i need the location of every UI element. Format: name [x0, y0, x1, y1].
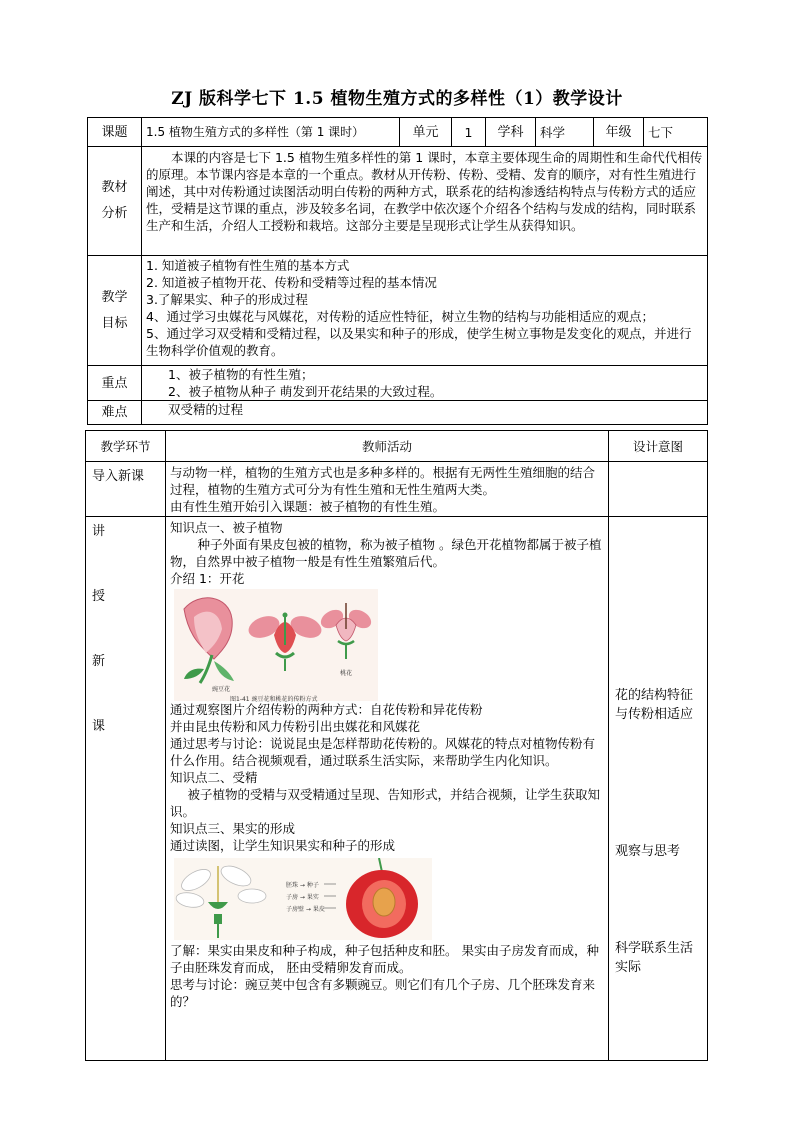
unit-label: 单元 — [400, 118, 452, 147]
document-title: ZJ 版科学七下 1.5 植物生殖方式的多样性（1）教学设计 — [171, 89, 623, 109]
kp2-title: 知识点二、受精 — [170, 770, 258, 785]
header-stage: 教学环节 — [86, 431, 166, 462]
fig1-label-right: 桃花 — [340, 670, 353, 677]
analysis-text: 本课的内容是七下 1.5 植物生殖多样性的第 1 课时，本章主要体现生命的周期性和生命代代相传的原理。本节课内容是本章的一个重点。教材从开传粉、传粉、受精、发育的顺序，对有性生殖进行阐述，其中对传粉通过读图活动明白传粉的两种方式，联系花的结构渗透结构特点与传粉方式的适应性，受精是这节课的重点，涉及较多名词，在教学中依次逐个介绍各个结构与发成的结构，同时联系生产和生活，介绍人工授粉和栽培。这部分主要是呈现形式让学生从获得知识。 — [142, 147, 708, 256]
para-discussion: 通过思考与讨论：说说昆虫是怎样帮助花传粉的。风媒花的特点对植物传粉有什么作用。结合视频观看，通过联系生活实际，来帮助学生内化知识。 — [170, 736, 596, 768]
stage-char: 课 — [92, 719, 106, 734]
header-design: 设计意图 — [609, 431, 708, 462]
intro1-label: 介绍 1：开花 — [170, 571, 245, 586]
design-note: 花的结构特征与传粉相适应 — [615, 688, 694, 722]
kp1-text: 种子外面有果皮包被的植物，称为被子植物 。绿色开花植物都属于被子植物，自然界中被子植物一般是有性生殖繁殖后代。 — [170, 537, 602, 569]
subject-value: 科学 — [536, 118, 594, 147]
fruit-label: 子房 → 果实 — [286, 894, 319, 901]
key-points-label: 重点 — [88, 366, 142, 401]
key-point-item: 1、被子植物的有性生殖； — [168, 367, 314, 382]
fruit-label: 子房壁 → 果皮 — [286, 906, 325, 913]
key-points-list — [142, 366, 708, 401]
design-note: 观察与思考 — [615, 844, 681, 859]
fruit-formation-figure — [174, 858, 432, 940]
subject-label: 学科 — [486, 118, 536, 147]
fruit-labels — [286, 880, 325, 916]
difficulty-text: 双受精的过程 — [142, 401, 708, 425]
objective-item: 5、通过学习双受精和受精过程，以及果实和种子的形成，使学生树立事物是发变化的观点，并进行生物科学价值观的教育。 — [146, 326, 692, 358]
fig1-label-left: 豌豆花 — [212, 686, 231, 693]
stage-char: 授 — [92, 589, 106, 604]
design-note: 科学联系生活实际 — [615, 941, 694, 975]
fig1-caption: 图1-41 豌豆花和桃花的传粉方式 — [230, 696, 318, 703]
lecture-activity — [166, 517, 609, 1061]
difficulty-label: 难点 — [88, 401, 142, 425]
kp3-text: 通过读图，让学生知识果实和种子的形成 — [170, 838, 396, 853]
pollination-figure — [174, 589, 378, 701]
unit-value: 1 — [452, 118, 486, 147]
analysis-label: 教材分析 — [88, 147, 142, 256]
lecture-design — [609, 517, 708, 1061]
fruit-label: 胚珠 → 种子 — [286, 882, 319, 889]
objective-item: 3.了解果实、种子的形成过程 — [146, 292, 308, 307]
course-label: 课题 — [88, 118, 142, 147]
flower-illustration — [174, 589, 378, 701]
grade-label: 年级 — [594, 118, 644, 147]
intro-line: 由有性生殖开始引入课题：被子植物的有性生殖。 — [170, 499, 446, 514]
teaching-process-table — [85, 430, 708, 1061]
header-activity: 教师活动 — [166, 431, 609, 462]
objective-item: 4、通过学习虫媒花与风媒花，对传粉的适应性特征，树立生物的结构与功能相适应的观点； — [146, 309, 654, 324]
kp1-title: 知识点一、被子植物 — [170, 520, 283, 535]
grade-value: 七下 — [644, 118, 708, 147]
objectives-list — [142, 256, 708, 366]
objective-item: 1. 知道被子植物有性生殖的基本方式 — [146, 258, 350, 273]
kp3-title: 知识点三、果实的形成 — [170, 821, 296, 836]
intro-design — [609, 462, 708, 517]
lecture-stage — [86, 517, 166, 1061]
course-value: 1.5 植物生殖方式的多样性（第 1 课时） — [142, 118, 400, 147]
intro-line: 与动物一样，植物的生殖方式也是多种多样的。根据有无两性生殖细胞的结合过程，植物的生殖方式可分为有性生殖和无性生殖两大类。 — [170, 465, 596, 497]
para-question: 思考与讨论：豌豆荚中包含有多颗豌豆。则它们有几个子房、几个胚珠发育来的？ — [170, 977, 596, 1009]
para-pollination: 通过观察图片介绍传粉的两种方式：自花传粉和异花传粉 — [170, 702, 483, 717]
stage-char: 新 — [92, 654, 106, 669]
para-fruit-seed: 了解：果实由果皮和种子构成，种子包括种皮和胚。 果实由子房发育而成，种子由胚珠发育而成， 胚由受精卵发育而成。 — [170, 943, 599, 975]
kp2-text: 被子植物的受精与双受精通过呈现、告知形式，并结合视频，让学生获取知识。 — [170, 787, 601, 819]
key-point-item: 2、被子植物从种子 萌发到开花结果的大致过程。 — [168, 384, 443, 399]
intro-activity — [166, 462, 609, 517]
intro-stage: 导入新课 — [86, 462, 166, 517]
course-info-table — [87, 117, 708, 425]
stage-char: 讲 — [92, 524, 106, 539]
objectives-label: 教学目标 — [88, 256, 142, 366]
para-insect-wind: 并由昆虫传粉和风力传粉引出虫媒花和风媒花 — [170, 719, 421, 734]
objective-item: 2. 知道被子植物开花、传粉和受精等过程的基本情况 — [146, 275, 437, 290]
